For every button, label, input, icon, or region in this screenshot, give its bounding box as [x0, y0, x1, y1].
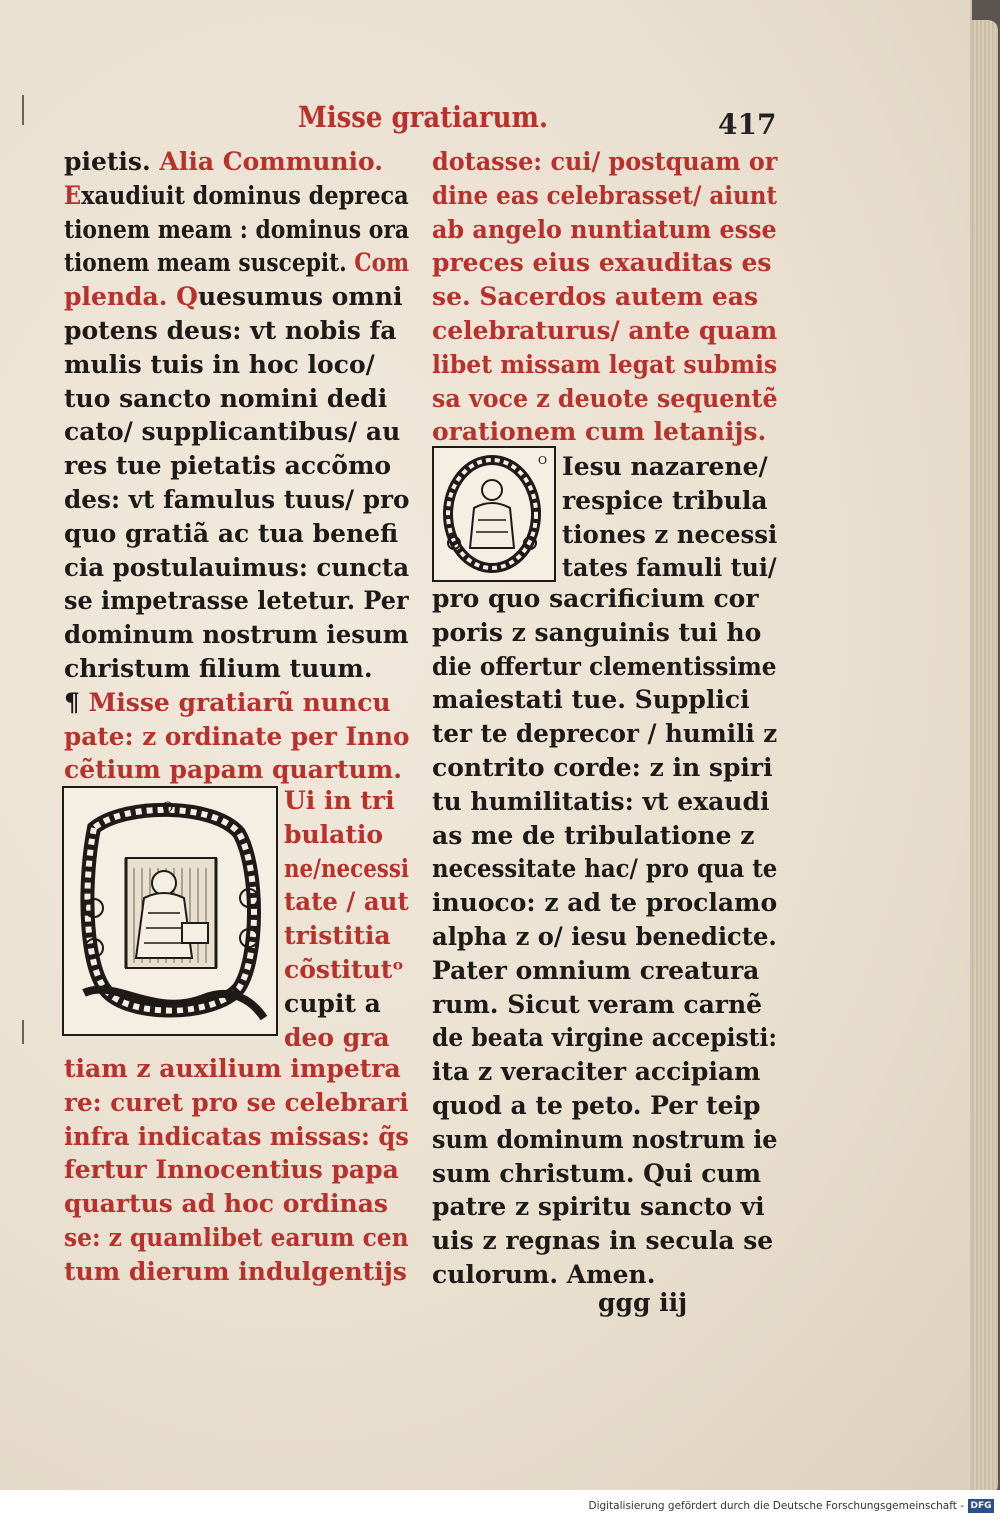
text-line: tates famuli tui/ — [562, 553, 777, 583]
text-line: dine eas celebrasset/ aiunt — [432, 180, 778, 210]
text-segment: Alia Communio. — [159, 147, 383, 176]
woodcut-q-illustration — [64, 788, 276, 1034]
text-line — [64, 449, 391, 483]
text-line: tum dierum indulgentijs — [64, 1256, 407, 1286]
text-line — [64, 753, 402, 787]
text-line: libet missam legat submis — [432, 349, 778, 379]
text-segment: E — [64, 180, 82, 210]
text-segment: christum filium tuum. — [64, 654, 373, 683]
text-line: Ui in tri — [284, 786, 395, 815]
text-line: tiones z necessi — [562, 519, 778, 549]
text-line: ter te deprecor / humili z — [432, 719, 778, 749]
text-segment: cẽtium papam quartum. — [64, 755, 402, 785]
text-line: quartus ad hoc ordinas — [64, 1189, 388, 1219]
text-line — [64, 246, 409, 280]
text-segment: se impetrasse letetur. Per — [64, 586, 409, 616]
text-line: bulatio — [284, 819, 384, 849]
text-line: deo gra — [284, 1022, 390, 1052]
text-segment: ¶ — [64, 687, 89, 717]
text-line: contrito corde: z in spiri — [432, 753, 773, 782]
text-line: se: z quamlibet earum cen — [64, 1223, 409, 1252]
text-segment: quo gratiã ac tua benefi — [64, 518, 399, 548]
text-line: inuoco: z ad te proclamo — [432, 888, 778, 918]
text-line: quod a te peto. Per teip — [432, 1091, 761, 1120]
page-number: 417 — [718, 108, 777, 141]
text-line: rum. Sicut veram carnẽ — [432, 989, 763, 1019]
text-segment: cato/ supplicantibus/ au — [64, 417, 401, 447]
text-segment: Misse gratiarũ nuncu — [88, 687, 391, 717]
text-segment: potens deus: vt nobis fa — [64, 316, 397, 345]
woodcut-initial-o — [432, 446, 556, 582]
woodcut-letter: O — [538, 454, 548, 467]
text-segment: des: vt famulus tuus/ pro — [64, 485, 410, 514]
text-line: Pater omnium creatura — [432, 955, 760, 985]
text-line: ne/necessi — [284, 853, 410, 883]
text-line — [64, 314, 396, 348]
text-line: Iesu nazarene/ — [562, 452, 768, 481]
text-line: alpha z o/ iesu benedicte. — [432, 922, 777, 951]
text-line: sum dominum nostrum ie — [432, 1124, 778, 1154]
text-line: cõstitutᵒ — [284, 955, 404, 984]
text-line — [64, 348, 375, 382]
text-segment: xaudiuit dominus depreca — [81, 180, 409, 210]
dfg-logo: DFG — [968, 1499, 994, 1513]
text-line: sum christum. Qui cum — [432, 1158, 762, 1188]
text-line — [64, 517, 398, 551]
signature-mark: ggg iij — [598, 1288, 688, 1317]
text-segment: uesumus omni — [197, 282, 403, 312]
text-line — [64, 584, 409, 618]
margin-mark — [22, 1020, 24, 1044]
running-header: Misse gratiarum. — [298, 100, 548, 134]
text-line: tiam z auxilium impetra — [64, 1054, 401, 1083]
text-line: orationem cum letanijs. — [432, 417, 767, 447]
text-line — [64, 145, 383, 179]
text-segment: res tue pietatis accõmo — [64, 451, 392, 481]
text-line: tristitia — [284, 921, 391, 951]
text-line: re: curet pro se celebrari — [64, 1087, 409, 1117]
text-line: as me de tribulatione z — [432, 820, 755, 850]
text-line — [64, 686, 391, 720]
text-line: de beata virgine accepisti: — [432, 1023, 777, 1053]
text-line — [64, 179, 409, 213]
text-line — [64, 720, 409, 754]
text-segment: pietis. — [64, 147, 160, 176]
woodcut-letter: Q — [162, 800, 174, 816]
text-segment: mulis tuis in hoc loco/ — [64, 349, 375, 379]
text-line: uis z regnas in secula se — [432, 1226, 774, 1256]
text-segment: tionem meam suscepit. — [64, 248, 355, 278]
text-segment: dominum nostrum iesum — [64, 620, 409, 650]
text-line: poris z sanguinis tui ho — [432, 617, 762, 647]
text-line — [64, 483, 410, 517]
text-line — [64, 213, 409, 247]
text-line: preces eius exauditas es — [432, 248, 772, 278]
text-segment: tuo sancto nomini dedi — [64, 383, 388, 413]
text-line: necessitate hac/ pro qua te — [432, 854, 778, 884]
text-line: tate / aut — [284, 887, 409, 917]
text-line: respice tribula — [562, 485, 768, 515]
text-line — [64, 382, 387, 416]
text-line: patre z spiritu sancto vi — [432, 1192, 765, 1222]
text-line — [64, 652, 373, 686]
text-line: cupit a — [284, 988, 381, 1018]
text-line: maiestati tue. Supplici — [432, 685, 750, 715]
text-line — [64, 551, 409, 585]
text-segment: Com — [354, 248, 410, 278]
text-line: dotasse: cui/ postquam or — [432, 147, 778, 176]
text-segment: cia postulauimus: cuncta — [64, 552, 410, 582]
text-line: tu humilitatis: vt exaudi — [432, 786, 770, 816]
woodcut-o-illustration — [434, 448, 554, 580]
text-line: celebraturus/ ante quam — [432, 316, 778, 345]
text-line — [64, 415, 400, 449]
text-line: se. Sacerdos autem eas — [432, 282, 759, 312]
margin-mark — [22, 95, 24, 125]
text-segment: tionem meam : dominus ora — [64, 214, 410, 244]
footer-credit: Digitalisierung gefördert durch die Deutsche Forschungsgemeinschaft - — [588, 1500, 964, 1512]
text-line: die offertur clementissime — [432, 651, 777, 681]
text-line: ab angelo nuntiatum esse — [432, 214, 777, 244]
text-line: ita z veraciter accipiam — [432, 1057, 761, 1087]
text-segment: plenda. — [64, 282, 177, 312]
text-line: culorum. Amen. — [432, 1260, 656, 1289]
text-line: infra indicatas missas: q̃s — [64, 1121, 409, 1151]
text-line: sa voce z deuote sequentẽ — [432, 383, 778, 413]
text-segment: Q — [176, 282, 198, 312]
text-line — [64, 280, 402, 314]
text-line — [64, 618, 409, 652]
text-line: fertur Innocentius papa — [64, 1155, 399, 1185]
woodcut-initial-q — [62, 786, 278, 1036]
text-segment: pate: z ordinate per Inno — [64, 721, 410, 751]
text-line: pro quo sacrificium cor — [432, 584, 759, 613]
